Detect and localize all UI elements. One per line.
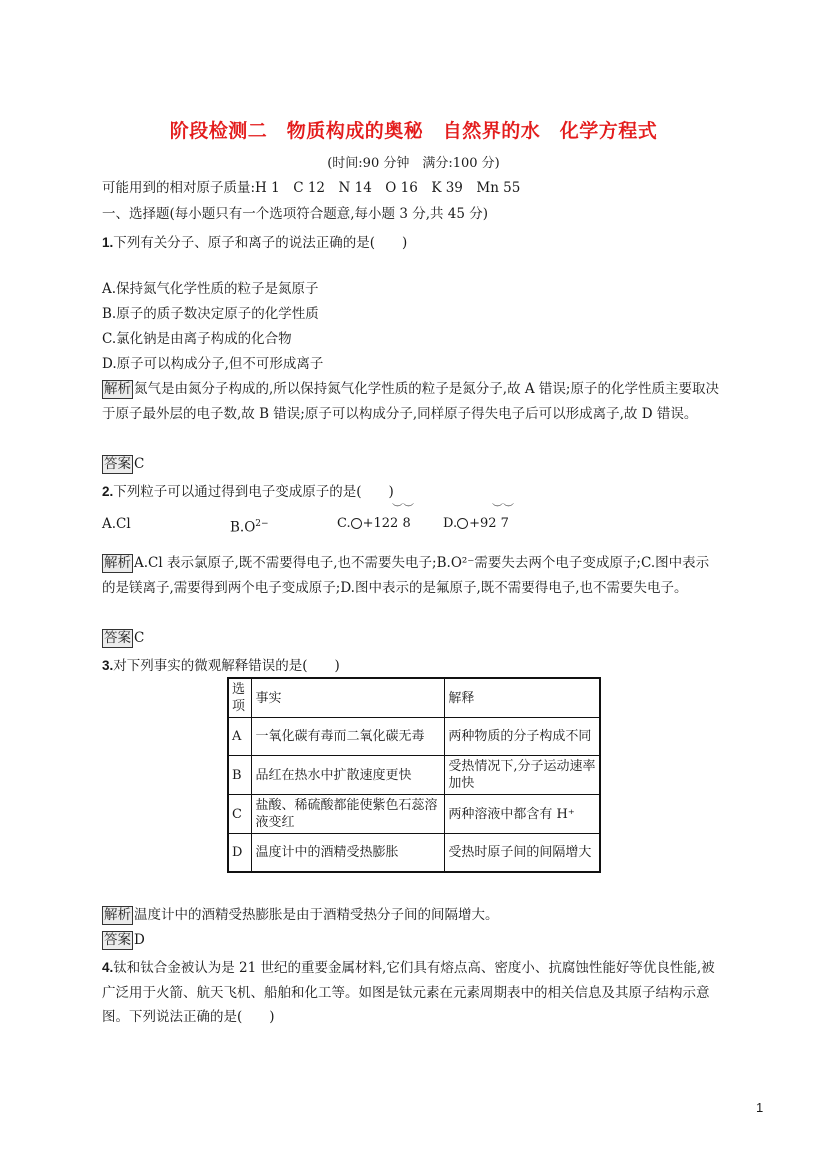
question-1 [102, 231, 407, 251]
answer-1 [102, 454, 144, 474]
option-a: A.保持氮气化学性质的粒子是氮原子 [102, 281, 319, 297]
answer-label: 答案 [104, 456, 131, 472]
option-d-label: D. [443, 516, 458, 531]
section-heading: 一、选择题(每小题只有一个选项符合题意,每小题 3 分,共 45 分) [102, 206, 489, 222]
option-d [443, 514, 509, 534]
question-3 [102, 654, 340, 674]
nucleus-circle-icon [457, 518, 468, 529]
question-number: 1. [102, 235, 114, 250]
question-stem: 下列有关分子、原子和离子的说法正确的是( ) [113, 235, 408, 251]
electron-arcs-d: ︶︶ [492, 502, 514, 515]
table-row [228, 834, 600, 872]
table-header: 解释 [445, 678, 600, 718]
answer-2 [102, 628, 144, 648]
atomic-masses: 可能用到的相对原子质量:H 1 C 12 N 14 O 16 K 39 Mn 55 [102, 180, 521, 196]
table-header: 事实 [252, 678, 445, 718]
table-cell: B [228, 756, 252, 795]
answer-value: C [134, 630, 145, 646]
answer-label: 答案 [104, 932, 131, 948]
analysis-2 [102, 551, 722, 600]
question-stem: 钛和钛合金被认为是 21 世纪的重要金属材料,它们具有熔点高、密度小、抗腐蚀性能好等优良性能,被广泛用于火箭、航天飞机、船舶和化工等。如图是钛元素在元素周期表中的相关信息及其原子结构示意图。下列说法正确的是( ) [102, 960, 715, 1025]
table-cell: 品红在热水中扩散速度更快 [252, 756, 445, 795]
option-b [230, 514, 269, 538]
analysis-text: 氮气是由氮分子构成的,所以保持氮气化学性质的粒子是氮分子,故 A 错误;原子的化学性质主要取决于原子最外层的电子数,故 B 错误;原子可以构成分子,同样原子得失电子后可以形成离子,故 D 错误。 [102, 381, 719, 422]
atom-structure-d: +92 7 [469, 516, 509, 531]
table-cell: 两种物质的分子构成不同 [445, 718, 600, 756]
table-cell: 温度计中的酒精受热膨胀 [252, 834, 445, 872]
electron-arcs-c: ︶︶ [392, 502, 414, 515]
analysis-1 [102, 377, 722, 426]
exam-duration: (时间:90 分钟 满分:100 分) [327, 156, 500, 171]
question-number: 2. [102, 484, 114, 499]
table-cell: A [228, 718, 252, 756]
answer-value: D [134, 932, 145, 948]
table-row [228, 718, 600, 756]
table-cell: 两种溶液中都含有 H⁺ [445, 795, 600, 834]
table-cell: C [228, 795, 252, 834]
question-stem: 对下列事实的微观解释错误的是( ) [113, 658, 340, 674]
option-b-text: B.O [230, 519, 256, 536]
option-b-charge: 2− [255, 519, 269, 529]
answer-label: 答案 [104, 630, 131, 646]
table-cell: 盐酸、稀硫酸都能使紫色石蕊溶液变红 [252, 795, 445, 834]
atom-structure-c: +122 8 [362, 516, 411, 531]
table-cell: 受热时原子间的间隔增大 [445, 834, 600, 872]
analysis-text: 温度计中的酒精受热膨胀是由于酒精受热分子间的间隔增大。 [134, 907, 499, 923]
option-c: C.氯化钠是由离子构成的化合物 [102, 331, 292, 347]
analysis-3 [102, 903, 722, 928]
table-header-row [228, 678, 600, 718]
answer-3 [102, 930, 145, 950]
page-number: 1 [756, 1100, 764, 1115]
question-number: 3. [102, 658, 114, 673]
nucleus-circle-icon [351, 518, 362, 529]
table-row [228, 756, 600, 795]
option-a: A.Cl [102, 516, 131, 532]
table-cell: D [228, 834, 252, 872]
analysis-label: 解析 [104, 381, 131, 397]
question-2 [102, 480, 394, 500]
answer-value: C [134, 456, 145, 472]
table-header: 选项 [228, 678, 252, 718]
question-stem: 下列粒子可以通过得到电子变成原子的是( ) [113, 484, 394, 500]
table-cell: 受热情况下,分子运动速率加快 [445, 756, 600, 795]
question-number: 4. [102, 960, 114, 975]
analysis-label: 解析 [104, 907, 131, 923]
analysis-text: A.Cl 表示氯原子,既不需要得电子,也不需要失电子;B.O²⁻需要失去两个电子变成原子;C.图中表示的是镁离子,需要得到两个电子变成原子;D.图中表示的是氟原子,既不需要得电子,也不需要失电子。 [102, 555, 710, 596]
option-d: D.原子可以构成分子,但不可形成离子 [102, 356, 324, 372]
page-title: 阶段检测二 物质构成的奥秘 自然界的水 化学方程式 [169, 120, 658, 142]
option-b: B.原子的质子数决定原子的化学性质 [102, 306, 319, 322]
facts-table [227, 677, 601, 873]
option-c [337, 514, 411, 534]
question-4 [102, 956, 722, 1030]
table-row [228, 795, 600, 834]
table-cell: 一氧化碳有毒而二氧化碳无毒 [252, 718, 445, 756]
option-c-label: C. [337, 516, 351, 531]
analysis-label: 解析 [104, 555, 131, 571]
